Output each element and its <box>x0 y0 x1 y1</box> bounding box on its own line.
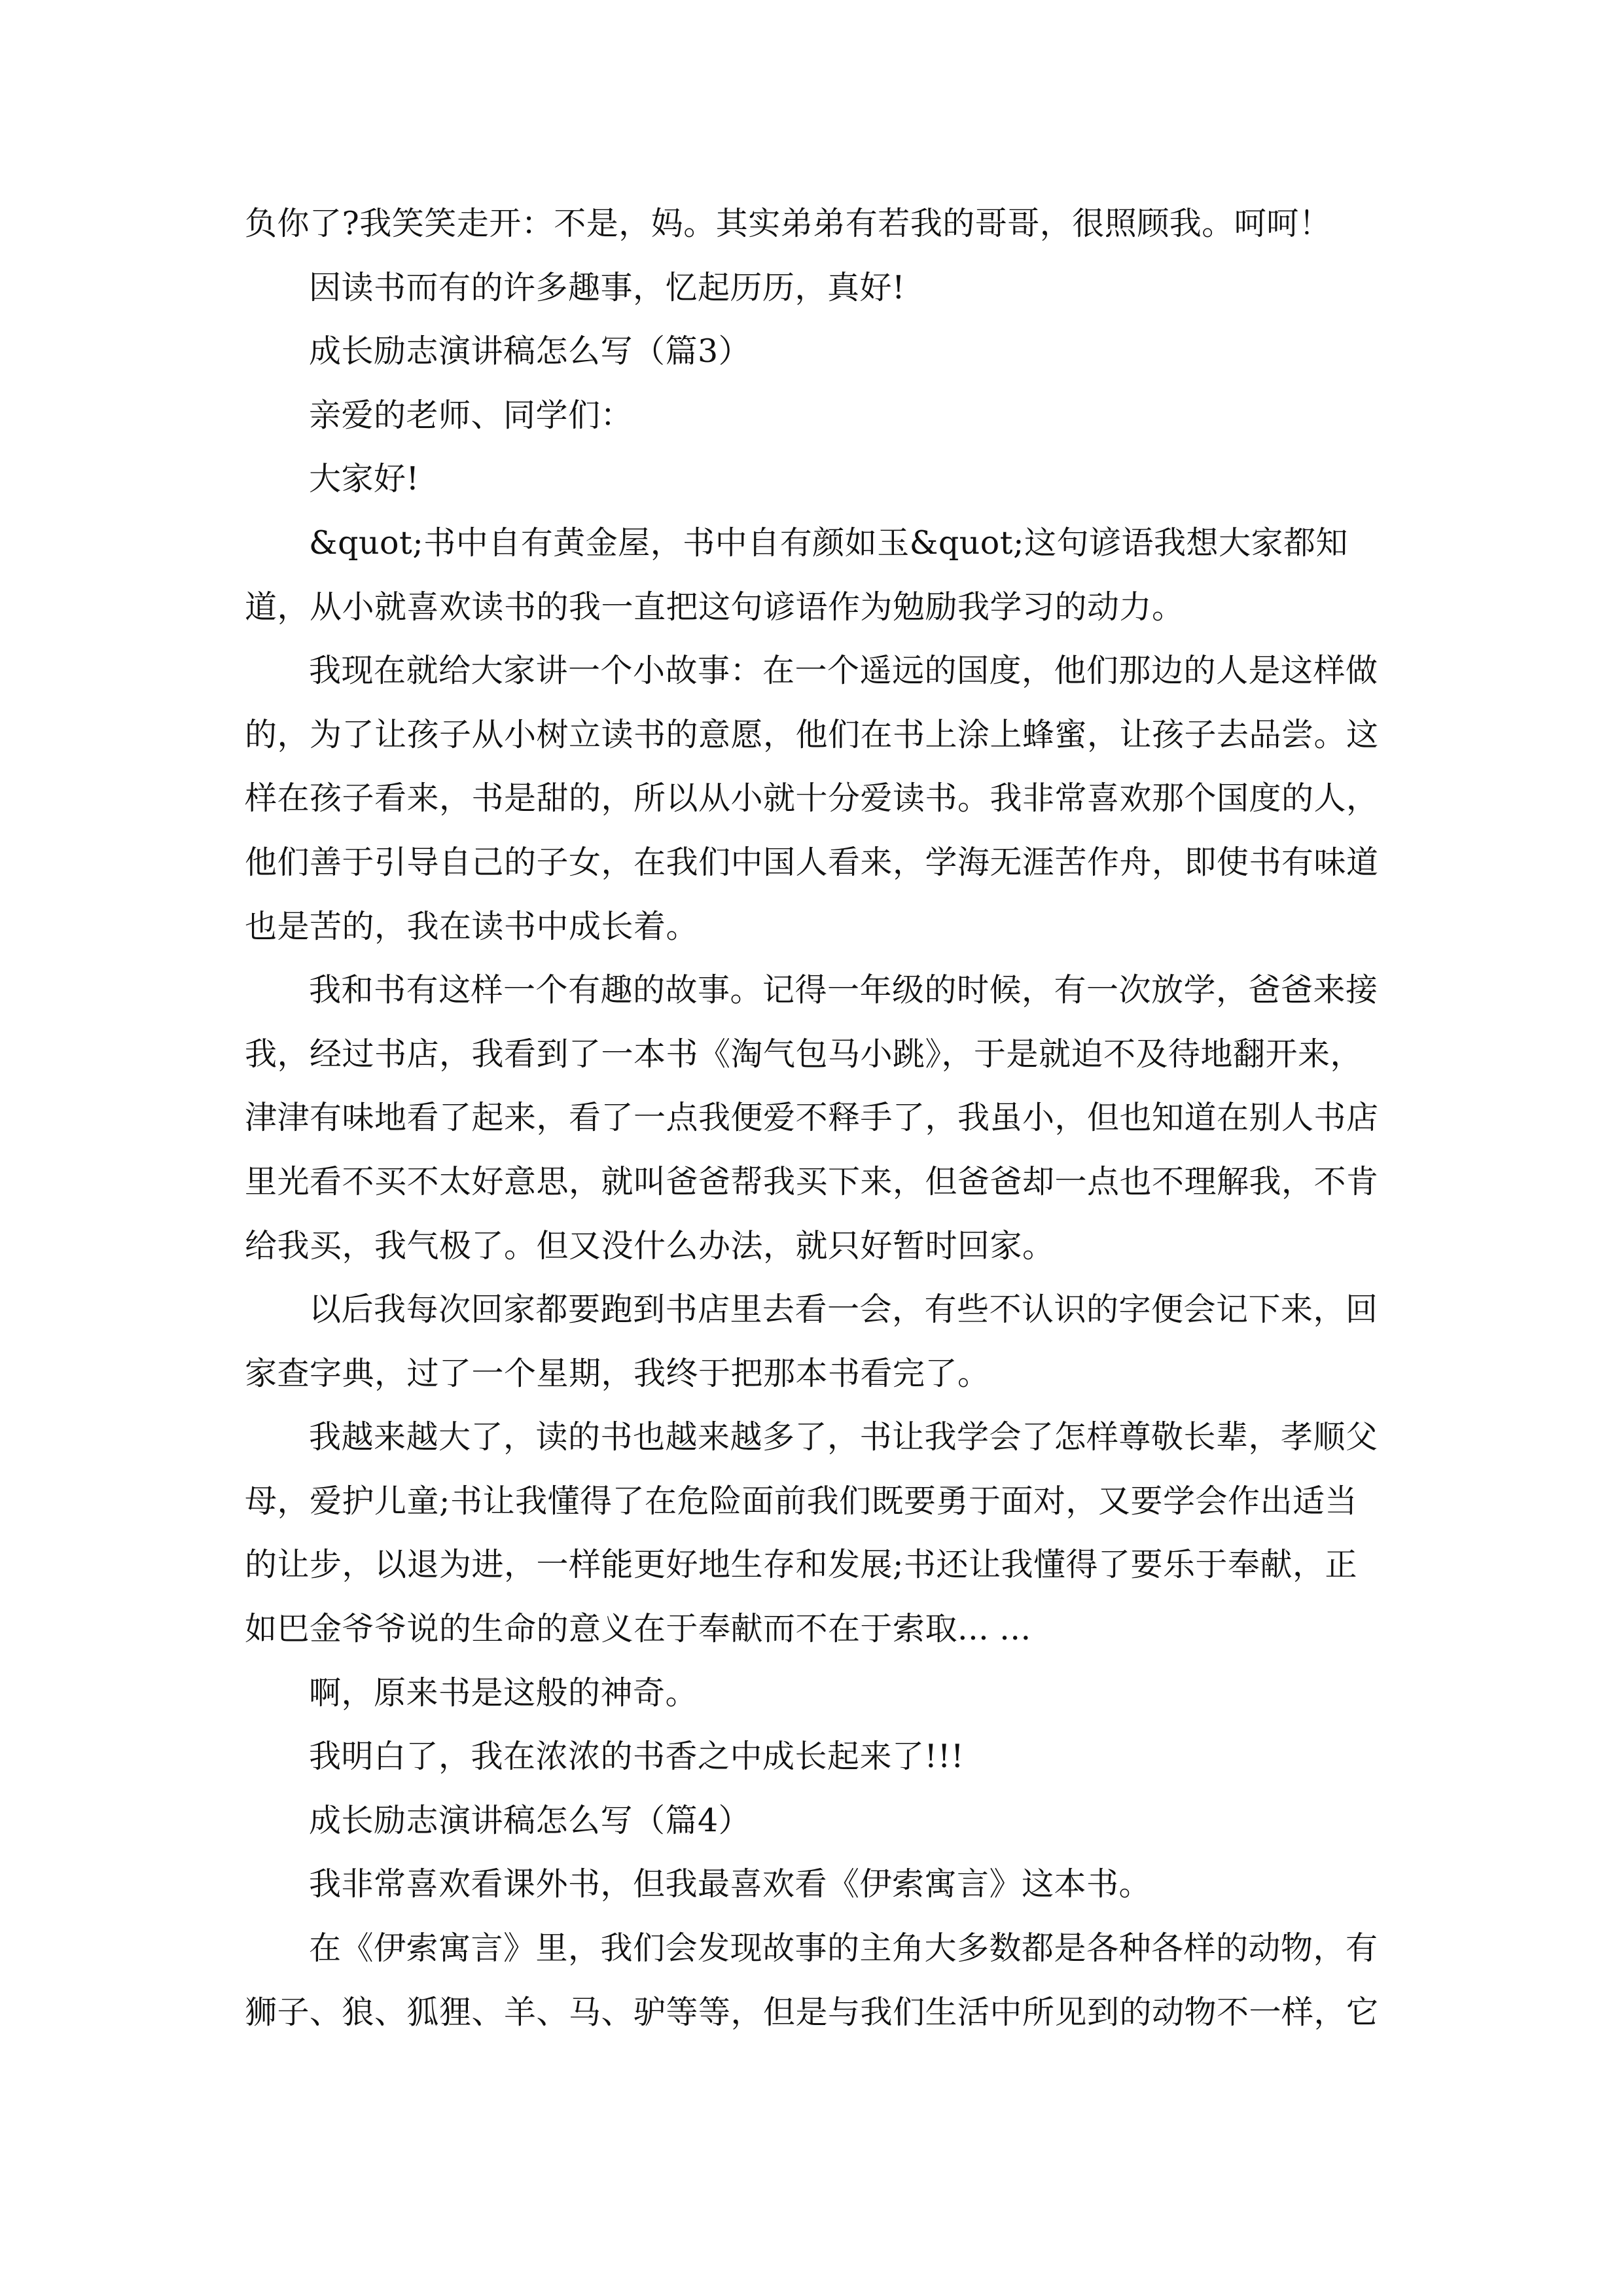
paragraph: 在《伊索寓言》里，我们会发现故事的主角大多数都是各种各样的动物，有狮子、狼、狐狸、羊、马、驴等等，但是与我们生活中所见到的动物不一样，它 <box>245 1929 1379 2031</box>
paragraph: 我越来越大了，读的书也越来越多了，书让我学会了怎样尊敬长辈，孝顺父母，爱护儿童;书让我懂得了在危险面前我们既要勇于面对，又要学会作出适当的让步，以退为进，一样能更好地生存和发展;书还让我懂得了要乐于奉献，正如巴金爷爷说的生命的意义在于奉献而不在于索取... ... <box>245 1418 1378 1648</box>
paragraph: 以后我每次回家都要跑到书店里去看一会，有些不认识的字便会记下来，回家查字典，过了一个星期，我终于把那本书看完了。 <box>245 1291 1378 1392</box>
paragraph: 我和书有这样一个有趣的故事。记得一年级的时候，有一次放学，爸爸来接我，经过书店，我看到了一本书《淘气包马小跳》，于是就迫不及待地翻开来，津津有味地看了起来，看了一点我便爱不释手了，我虽小，但也知道在别人书店里光看不买不太好意思，就叫爸爸帮我买下来，但爸爸却一点也不理解我，不肯给我买，我气极了。但又没什么办法，就只好暂时回家。 <box>245 971 1379 1265</box>
paragraph: 我明白了，我在浓浓的书香之中成长起来了!!! <box>309 1738 965 1776</box>
paragraph: &quot;书中自有黄金屋，书中自有颜如玉&quot;这句谚语我想大家都知道，从小就喜欢读书的我一直把这句谚语作为勉励我学习的动力。 <box>245 524 1348 626</box>
document-body <box>245 192 1383 2044</box>
section-heading: 成长励志演讲稿怎么写（篇4） <box>309 1801 751 1839</box>
section-heading: 成长励志演讲稿怎么写（篇3） <box>309 332 751 370</box>
paragraph: 啊，原来书是这般的神奇。 <box>309 1674 698 1712</box>
paragraph: 我现在就给大家讲一个小故事：在一个遥远的国度，他们那边的人是这样做的，为了让孩子从小树立读书的意愿，他们在书上涂上蜂蜜，让孩子去品尝。这样在孩子看来，书是甜的，所以从小就十分爱读书。我非常喜欢那个国度的人，他们善于引导自己的子女，在我们中国人看来，学海无涯苦作舟，即使书有味道也是苦的，我在读书中成长着。 <box>245 652 1379 945</box>
greeting: 大家好! <box>309 460 419 498</box>
paragraph: 我非常喜欢看课外书，但我最喜欢看《伊索寓言》这本书。 <box>309 1865 1152 1903</box>
paragraph: 负你了?我笑笑走开：不是，妈。其实弟弟有若我的哥哥，很照顾我。呵呵！ <box>245 205 1332 242</box>
salutation: 亲爱的老师、同学们： <box>309 396 633 434</box>
paragraph: 因读书而有的许多趣事，忆起历历，真好! <box>309 268 906 306</box>
